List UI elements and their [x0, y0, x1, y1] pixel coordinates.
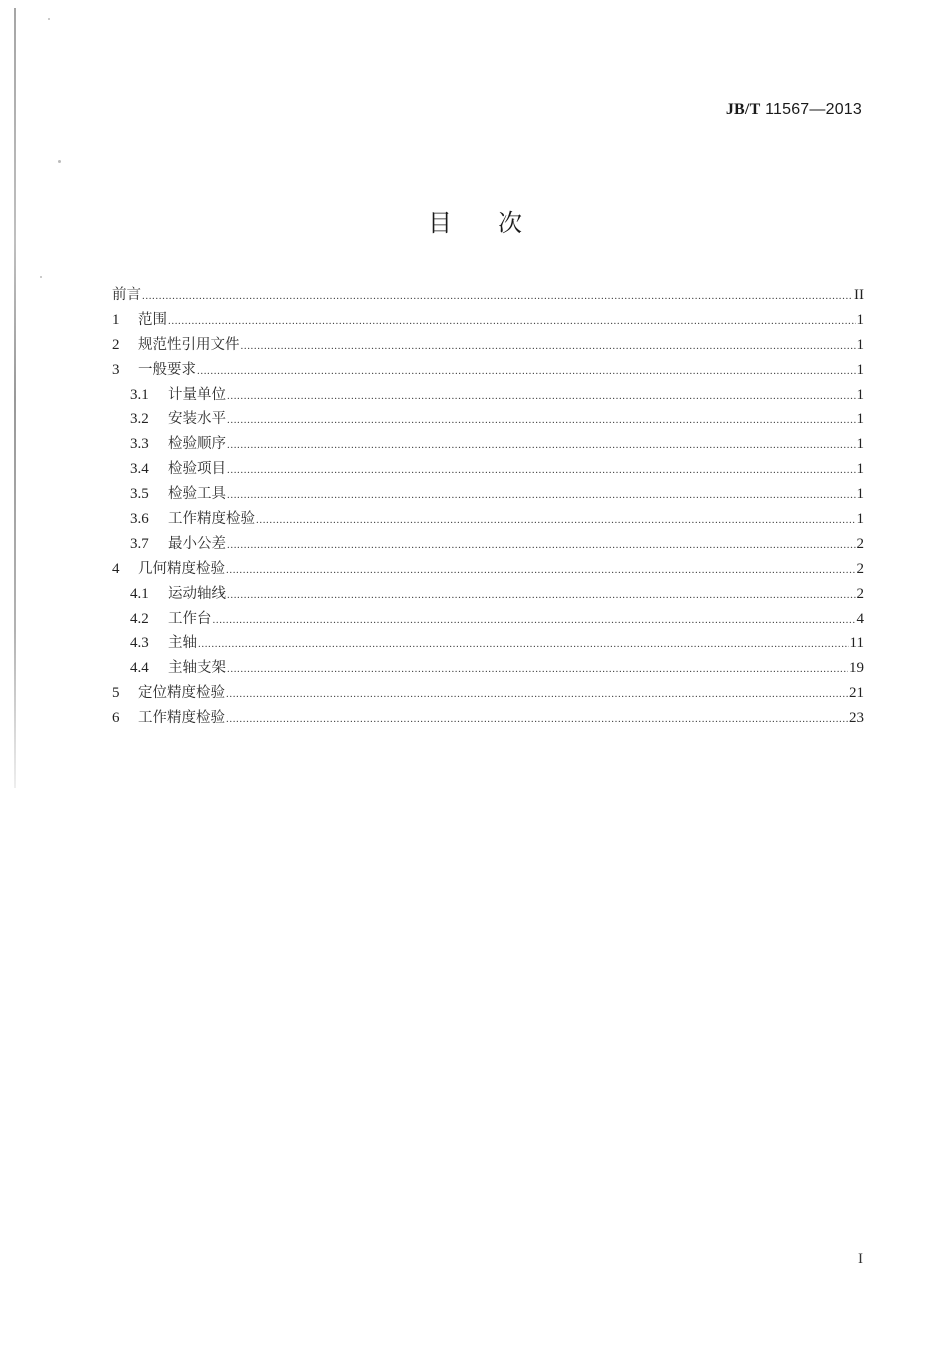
toc-entry-number: 3.4 — [130, 461, 149, 478]
toc-leader-dots — [227, 533, 856, 558]
toc-entry-label: 主轴 — [168, 635, 197, 652]
toc-leader-dots — [226, 558, 856, 583]
toc-leader-dots — [226, 707, 848, 732]
toc-entry-page: 1 — [856, 436, 864, 453]
scan-binding-line — [14, 8, 16, 788]
toc-entry-page: 23 — [849, 710, 864, 727]
page-number: I — [858, 1251, 863, 1267]
toc-entry-label: 工作精度检验 — [168, 511, 255, 528]
toc-entry-label: 前言 — [112, 287, 141, 303]
toc-leader-dots — [142, 284, 853, 309]
toc-leader-dots — [227, 408, 856, 433]
scan-speck — [48, 18, 50, 20]
standard-number: 11567—2013 — [760, 101, 862, 118]
toc-leader-dots — [226, 682, 848, 707]
toc-leader-dots — [227, 483, 856, 508]
toc-entry-page: 11 — [849, 635, 864, 652]
toc-entry-label: 最小公差 — [168, 535, 226, 552]
toc-entry-page: 1 — [856, 361, 864, 378]
toc-entry-number: 3.7 — [130, 535, 149, 552]
toc-entry-number: 3.3 — [130, 436, 149, 453]
toc-leader-dots — [227, 583, 856, 608]
toc-entry[interactable] — [112, 607, 864, 632]
toc-entry-number: 6 — [112, 710, 120, 727]
toc-entry[interactable] — [112, 457, 864, 482]
toc-entry[interactable] — [112, 432, 864, 457]
toc-entry-label: 定位精度检验 — [138, 685, 225, 702]
toc-entry-page: 1 — [856, 311, 864, 328]
toc-entry-page: II — [854, 287, 864, 303]
toc-entry[interactable] — [112, 532, 864, 557]
toc-entry-label: 一般要求 — [138, 361, 196, 378]
toc-entry-number: 3.1 — [130, 386, 149, 403]
toc-entry-label: 检验项目 — [168, 461, 226, 478]
toc-entry[interactable] — [112, 482, 864, 507]
toc-leader-dots — [168, 309, 856, 334]
toc-entry-page: 2 — [856, 560, 864, 577]
page-title — [0, 203, 950, 238]
toc-entry-number: 4.1 — [130, 585, 149, 602]
toc-entry[interactable] — [112, 656, 864, 681]
toc-entry-page: 4 — [856, 610, 864, 627]
toc-entry[interactable] — [112, 507, 864, 532]
toc-entry-number: 4.3 — [130, 635, 149, 652]
toc-entry-page: 2 — [856, 535, 864, 552]
toc-entry-page: 1 — [856, 386, 864, 403]
toc-entry-number: 1 — [112, 311, 120, 328]
toc-entry-page: 1 — [856, 461, 864, 478]
title-char-1: 目 — [428, 209, 452, 237]
toc-entry-page: 21 — [849, 685, 864, 702]
toc-entry-number: 3 — [112, 361, 120, 378]
toc-entry-label: 工作精度检验 — [138, 710, 225, 727]
toc-leader-dots — [197, 359, 856, 384]
toc-entry-number: 5 — [112, 685, 120, 702]
title-char-2: 次 — [498, 209, 522, 237]
toc-leader-dots — [241, 334, 856, 359]
toc-entry-label: 几何精度检验 — [138, 560, 225, 577]
toc-entry-page: 19 — [849, 660, 864, 677]
scan-speck — [58, 160, 61, 163]
toc-entry-page: 1 — [856, 411, 864, 428]
scan-speck — [40, 276, 42, 278]
toc-entry-number: 3.5 — [130, 486, 149, 503]
toc-entry[interactable] — [112, 283, 864, 308]
table-of-contents — [112, 283, 864, 731]
toc-entry-number: 3.6 — [130, 511, 149, 528]
toc-entry[interactable] — [112, 557, 864, 582]
toc-entry[interactable] — [112, 333, 864, 358]
toc-entry-label: 运动轴线 — [168, 585, 226, 602]
toc-entry-number: 3.2 — [130, 411, 149, 428]
toc-entry-number: 4 — [112, 560, 120, 577]
toc-leader-dots — [227, 384, 856, 409]
toc-entry[interactable] — [112, 308, 864, 333]
toc-leader-dots — [227, 433, 856, 458]
toc-entry[interactable] — [112, 631, 864, 656]
toc-entry-page: 2 — [856, 585, 864, 602]
toc-entry-label: 检验顺序 — [168, 436, 226, 453]
standard-code — [726, 101, 862, 119]
toc-entry[interactable] — [112, 681, 864, 706]
toc-leader-dots — [227, 657, 848, 682]
toc-entry[interactable] — [112, 358, 864, 383]
toc-entry[interactable] — [112, 706, 864, 731]
toc-entry-label: 安装水平 — [168, 411, 226, 428]
toc-entry-page: 1 — [856, 486, 864, 503]
toc-leader-dots — [227, 458, 856, 483]
toc-entry-label: 检验工具 — [168, 486, 226, 503]
toc-entry-page: 1 — [856, 336, 864, 353]
toc-entry-number: 4.4 — [130, 660, 149, 677]
toc-leader-dots — [213, 608, 856, 633]
toc-entry-label: 范围 — [138, 311, 167, 328]
toc-entry-label: 主轴支架 — [168, 660, 226, 677]
toc-entry-label: 规范性引用文件 — [138, 336, 240, 353]
toc-entry-label: 工作台 — [168, 610, 212, 627]
toc-entry[interactable] — [112, 407, 864, 432]
toc-entry-number: 4.2 — [130, 610, 149, 627]
toc-entry-label: 计量单位 — [168, 386, 226, 403]
toc-entry[interactable] — [112, 383, 864, 408]
toc-entry[interactable] — [112, 582, 864, 607]
standard-prefix: JB/T — [725, 101, 761, 118]
toc-entry-number: 2 — [112, 336, 120, 353]
toc-entry-page: 1 — [856, 511, 864, 528]
toc-leader-dots — [198, 632, 849, 657]
toc-leader-dots — [256, 508, 856, 533]
